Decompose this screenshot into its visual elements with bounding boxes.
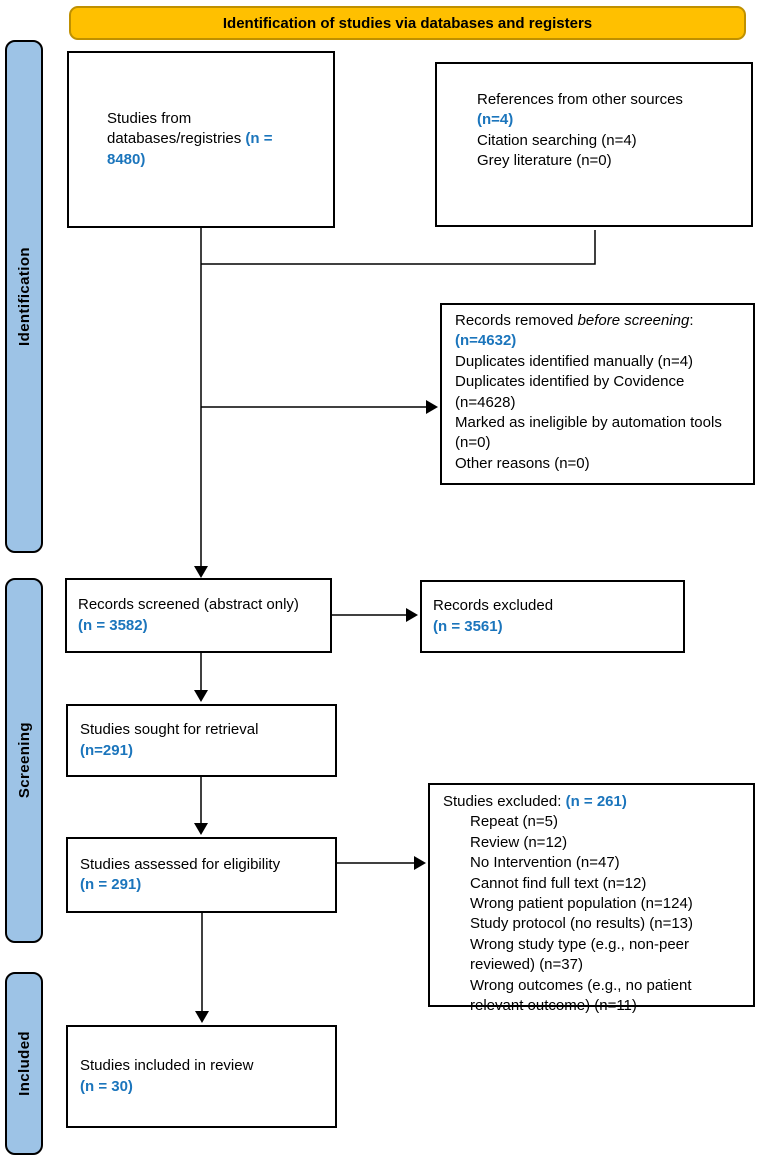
box-references-other-sources-text: References from other sources (n=4) Citation searching (n=4) Grey literature (n=0) xyxy=(477,91,683,170)
stage-bar-screening xyxy=(5,578,43,943)
box-references-other-sources xyxy=(435,62,753,227)
stage-label-screening: Screening xyxy=(15,722,33,799)
box-records-removed xyxy=(440,303,755,485)
box-records-screened-text: Records screened (abstract only) (n = 3582) xyxy=(78,596,299,634)
arrow-sought-to-assessed xyxy=(194,777,208,835)
stage-bar-identification xyxy=(5,40,43,553)
box-studies-included-text: Studies included in review (n = 30) xyxy=(80,1057,254,1095)
box-studies-sought xyxy=(66,704,337,777)
arrow-databases-to-screened xyxy=(194,228,208,578)
box-studies-included xyxy=(66,1025,337,1128)
box-studies-assessed xyxy=(66,837,337,913)
box-studies-excluded xyxy=(428,783,755,1014)
stage-label-included: Included xyxy=(15,1031,33,1096)
box-studies-sought-text: Studies sought for retrieval (n=291) xyxy=(80,721,259,759)
arrow-screened-to-sought xyxy=(194,653,208,702)
stage-bar-included xyxy=(5,972,43,1155)
flow-header-title: Identification of studies via databases and registers xyxy=(222,14,593,32)
box-studies-from-databases-text: Studies from databases/registries (n = 8480) xyxy=(107,109,273,168)
box-records-excluded xyxy=(420,580,685,653)
arrow-assessed-to-included xyxy=(195,913,209,1023)
box-studies-from-databases xyxy=(67,51,335,228)
stage-label-identification: Identification xyxy=(15,247,33,346)
box-records-excluded-text: Records excluded (n = 3561) xyxy=(433,597,554,635)
arrow-screened-to-excluded xyxy=(332,608,418,622)
box-records-screened xyxy=(65,578,332,653)
box-studies-assessed-text: Studies assessed for eligibility (n = 291) xyxy=(80,855,281,893)
arrow-assessed-to-excluded xyxy=(337,856,426,870)
flow-header xyxy=(69,6,746,40)
box-studies-excluded-text: Studies excluded: (n = 261) Repeat (n=5) Review (n=12) No Intervention (n=47) Cannot find full text (n=12) Wrong patient population (n=124) Study protocol (no results) (n=13) Wrong study type (e.g., non-peer reviewed) (n=37) Wrong outcomes (e.g., no patient relevant outcome) (n=11) xyxy=(443,793,694,1014)
arrow-to-records-removed xyxy=(201,400,438,414)
box-records-removed-text: Records removed before screening: (n=4632) Duplicates identified manually (n=4) Duplicates identified by Covidence (n=4628) Marked as ineligible by automation tools (n=0) Other reasons (n=0) xyxy=(455,312,722,472)
connector-other-sources xyxy=(201,230,595,264)
